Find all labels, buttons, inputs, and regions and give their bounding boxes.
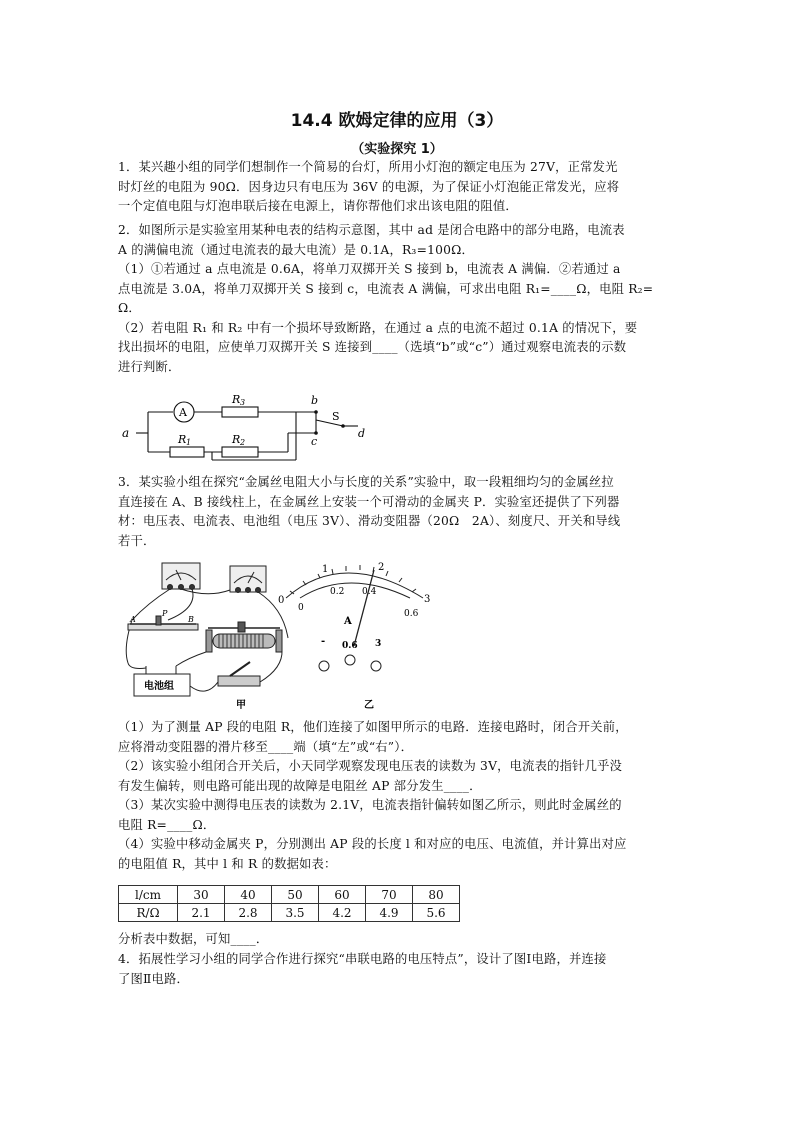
circuit-diagram (118, 390, 368, 462)
q3-sub-line: （2）该实验小组闭合开关后，小天同学观察发现电压表的读数为 3V，电流表的指针几乎没 (118, 759, 623, 773)
scale-bottom-3: 0.6 (404, 609, 419, 619)
q3-line: 直连接在 A、B 接线柱上，在金属丝上安装一个可滑动的金属夹 P．实验室还提供了下列器 (118, 494, 620, 509)
label-r3: R (232, 393, 241, 406)
q3-sub-line: （4）实验中移动金属夹 P，分别测出 AP 段的长度 l 和对应的电压、电流值，并计算出对应 (118, 837, 627, 851)
q2-line: 2．如图所示是实验室用某种电表的结构示意图，其中 ad 是闭合电路中的部分电路，电流表 (118, 223, 625, 237)
table-row (119, 886, 460, 904)
q3-sub-line: 有发生偏转，则电路可能出现的故障是电阻丝 AP 部分发生____． (118, 778, 482, 793)
wire-label-p: P (162, 609, 168, 618)
table-row (119, 904, 460, 922)
label-s: S (332, 410, 340, 423)
question-1 (118, 158, 678, 217)
label-d: d (358, 427, 366, 440)
q3-line: 材：电压表、电流表、电池组（电压 3V）、滑动变阻器（20Ω 2A）、刻度尺、开关和导线 (118, 514, 621, 528)
label-r1-sub: 1 (186, 438, 192, 447)
q4-line: 4．拓展性学习小组的同学合作进行探究“串联电路的电压特点”，设计了图Ⅰ电路，并连接 (118, 952, 607, 966)
label-c: c (311, 435, 318, 448)
scale-top-3: 3 (424, 594, 431, 605)
figure-label-jia: 甲 (236, 700, 246, 710)
table-header-length: l/cm (119, 886, 178, 904)
q1-line: 一个定值电阻与灯泡串联后接在电源上，请你帮他们求出该电阻的阻值． (118, 199, 518, 213)
q2-line: （2）若电阻 R₁ 和 R₂ 中有一个损坏导致断路，在通过 a 点的电流不超过 0.1A 的情况下，要 (118, 320, 638, 335)
scale-bottom-0: 0 (298, 603, 304, 613)
label-r3-sub: 3 (240, 398, 246, 407)
label-a: a (122, 426, 130, 440)
page-title: 14.4 欧姆定律的应用（3） (290, 111, 504, 131)
table-cell: 2.8 (225, 904, 272, 922)
table-cell: 30 (178, 886, 225, 904)
table-cell: 5.6 (413, 904, 460, 922)
scale-top-1: 1 (322, 564, 329, 575)
q2-line: 找出损坏的电阻，应使单刀双掷开关 S 连接到____（选填“b”或“c”）通过观察电流表的示数 (118, 340, 627, 354)
table-header-resistance: R/Ω (119, 904, 178, 922)
terminal-minus: - (321, 636, 326, 647)
q2-line: （1）①若通过 a 点电流是 0.6A，将单刀双掷开关 S 接到 b，电流表 A 满偏．②若通过 a (118, 262, 621, 276)
question-3-parts (118, 718, 678, 874)
page-subtitle: （实验探究 1） (351, 142, 443, 157)
q2-line: A 的满偏电流（通过电流表的最大电流）是 0.1A，R₃=100Ω． (118, 242, 475, 257)
q3-sub-line: 应将滑动变阻器的滑片移至____端（填“左”或“右”）． (118, 739, 414, 754)
q3-sub-line: 的电阻值 R，其中 l 和 R 的数据如表： (118, 856, 337, 871)
label-r2: R (232, 433, 241, 446)
meter-letter: A (179, 406, 187, 419)
question-3 (118, 473, 678, 551)
q3-line: 若干． (118, 533, 156, 548)
wire-label-b: B (188, 615, 194, 624)
q2-line: 进行判断． (118, 359, 181, 374)
q3-sub-line: （1）为了测量 AP 段的电阻 R，他们连接了如图甲所示的电路．连接电路时，闭合开关前， (118, 720, 628, 734)
data-table (118, 885, 460, 922)
q3-after-table: 分析表中数据，可知____． (118, 932, 269, 946)
label-b: b (311, 394, 319, 407)
battery-label: 电池组 (144, 681, 174, 692)
q3-line: 3．某实验小组在探究“金属丝电阻大小与长度的关系”实验中，取一段粗细均匀的金属丝拉 (118, 475, 614, 489)
apparatus-figure (118, 558, 448, 710)
table-cell: 60 (319, 886, 366, 904)
meter-letter-yi: A (344, 616, 352, 627)
scale-bottom-2: 0.4 (362, 587, 377, 597)
q2-line: 点电流是 3.0A，将单刀双掷开关 S 接到 c，电流表 A 满偏，可求出电阻 R₁=____Ω，电阻 R₂= (118, 281, 654, 296)
table-cell: 70 (366, 886, 413, 904)
terminal-3: 3 (375, 639, 382, 649)
terminal-06: 0.6 (342, 641, 358, 651)
table-cell: 2.1 (178, 904, 225, 922)
table-cell: 3.5 (272, 904, 319, 922)
q4-line: 了图Ⅱ电路． (118, 971, 190, 986)
table-cell: 40 (225, 886, 272, 904)
label-r2-sub: 2 (240, 438, 246, 447)
scale-top-2: 2 (378, 562, 385, 573)
q3-sub-line: 电阻 R=____Ω． (118, 817, 216, 832)
scale-top-0: 0 (278, 595, 285, 606)
q3-sub-line: （3）某次实验中测得电压表的读数为 2.1V，电流表指针偏转如图乙所示，则此时金属丝的 (118, 798, 622, 812)
table-cell: 80 (413, 886, 460, 904)
q2-line: Ω． (118, 301, 141, 315)
question-3-conclusion (118, 930, 678, 950)
label-r1: R (178, 433, 187, 446)
wire-label-a: A (130, 615, 136, 624)
question-4 (118, 950, 678, 989)
figure-label-yi: 乙 (364, 700, 374, 710)
q1-line: 时灯丝的电阻为 90Ω．因身边只有电压为 36V 的电源，为了保证小灯泡能正常发光，应将 (118, 179, 620, 194)
scale-bottom-1: 0.2 (330, 587, 345, 597)
q1-line: 1．某兴趣小组的同学们想制作一个简易的台灯，所用小灯泡的额定电压为 27V，正常发光 (118, 160, 618, 174)
table-cell: 4.2 (319, 904, 366, 922)
table-cell: 4.9 (366, 904, 413, 922)
table-cell: 50 (272, 886, 319, 904)
question-2 (118, 221, 678, 377)
